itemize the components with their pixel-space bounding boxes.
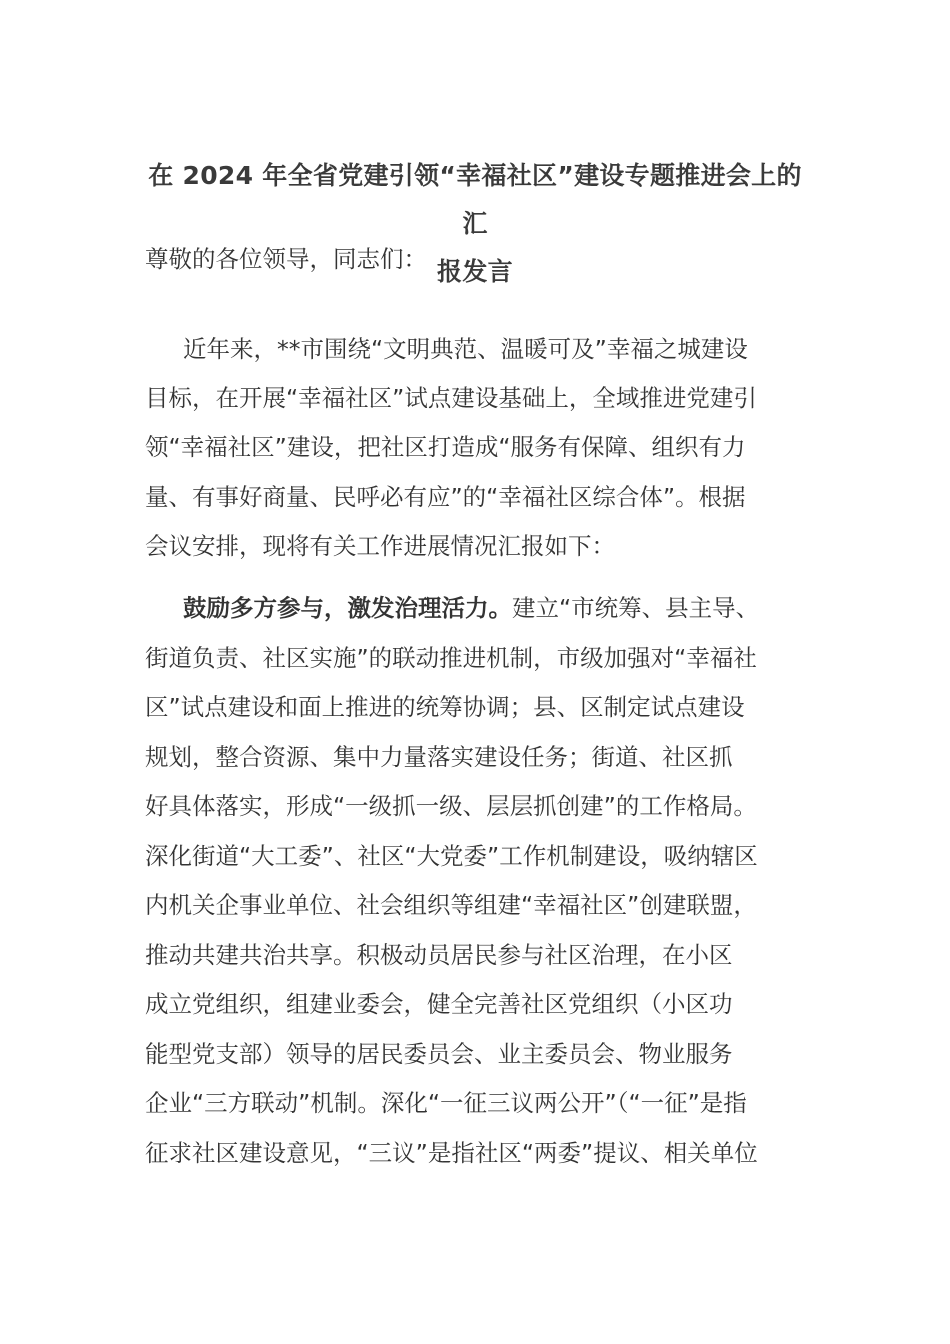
- title-line-1: 在 2024 年全省党建引领“幸福社区”建设专题推进会上的汇: [148, 161, 802, 238]
- section1-line-7: 内机关企事业单位、社会组织等组建“幸福社区”创建联盟，: [145, 891, 757, 919]
- document-title: [145, 152, 805, 296]
- intro-line-2: 目标，在开展“幸福社区”试点建设基础上，全域推进党建引: [145, 384, 757, 412]
- section1-lead-heading: 鼓励多方参与，激发治理活力。: [183, 594, 512, 622]
- section1-line-3: 区”试点建设和面上推进的统筹协调；县、区制定试点建设: [145, 693, 745, 721]
- section1-line-10: 能型党支部）领导的居民委员会、业主委员会、物业服务: [145, 1040, 733, 1068]
- section1-line-5: 好具体落实，形成“一级抓一级、层层抓创建”的工作格局。: [145, 792, 757, 820]
- salutation: 尊敬的各位领导，同志们：: [145, 245, 427, 273]
- section1-line-12: 征求社区建设意见，“三议”是指社区“两委”提议、相关单位: [145, 1139, 758, 1167]
- title-line-2: 报发言: [437, 257, 513, 286]
- section1-line-8: 推动共建共治共享。积极动员居民参与社区治理，在小区: [145, 941, 733, 969]
- section1-first-rest: 建立“市统筹、县主导、: [512, 594, 760, 622]
- section1-line-9: 成立党组织，组建业委会，健全完善社区党组织（小区功: [145, 990, 733, 1018]
- intro-line-3: 领“幸福社区”建设，把社区打造成“服务有保障、组织有力: [145, 433, 746, 461]
- intro-line-1: 近年来，**市围绕“文明典范、温暖可及”幸福之城建设: [183, 335, 748, 363]
- intro-line-4: 量、有事好商量、民呼必有应”的“幸福社区综合体”。根据: [145, 483, 746, 511]
- section1-line-2: 街道负责、社区实施”的联动推进机制，市级加强对“幸福社: [145, 644, 757, 672]
- section1-first-line: [183, 593, 759, 623]
- section1-line-11: 企业“三方联动”机制。深化“一征三议两公开”（“一征”是指: [145, 1089, 747, 1117]
- section1-line-4: 规划，整合资源、集中力量落实建设任务；街道、社区抓: [145, 743, 733, 771]
- intro-line-5: 会议安排，现将有关工作进展情况汇报如下：: [145, 532, 615, 560]
- section1-line-6: 深化街道“大工委”、社区“大党委”工作机制建设，吸纳辖区: [145, 842, 758, 870]
